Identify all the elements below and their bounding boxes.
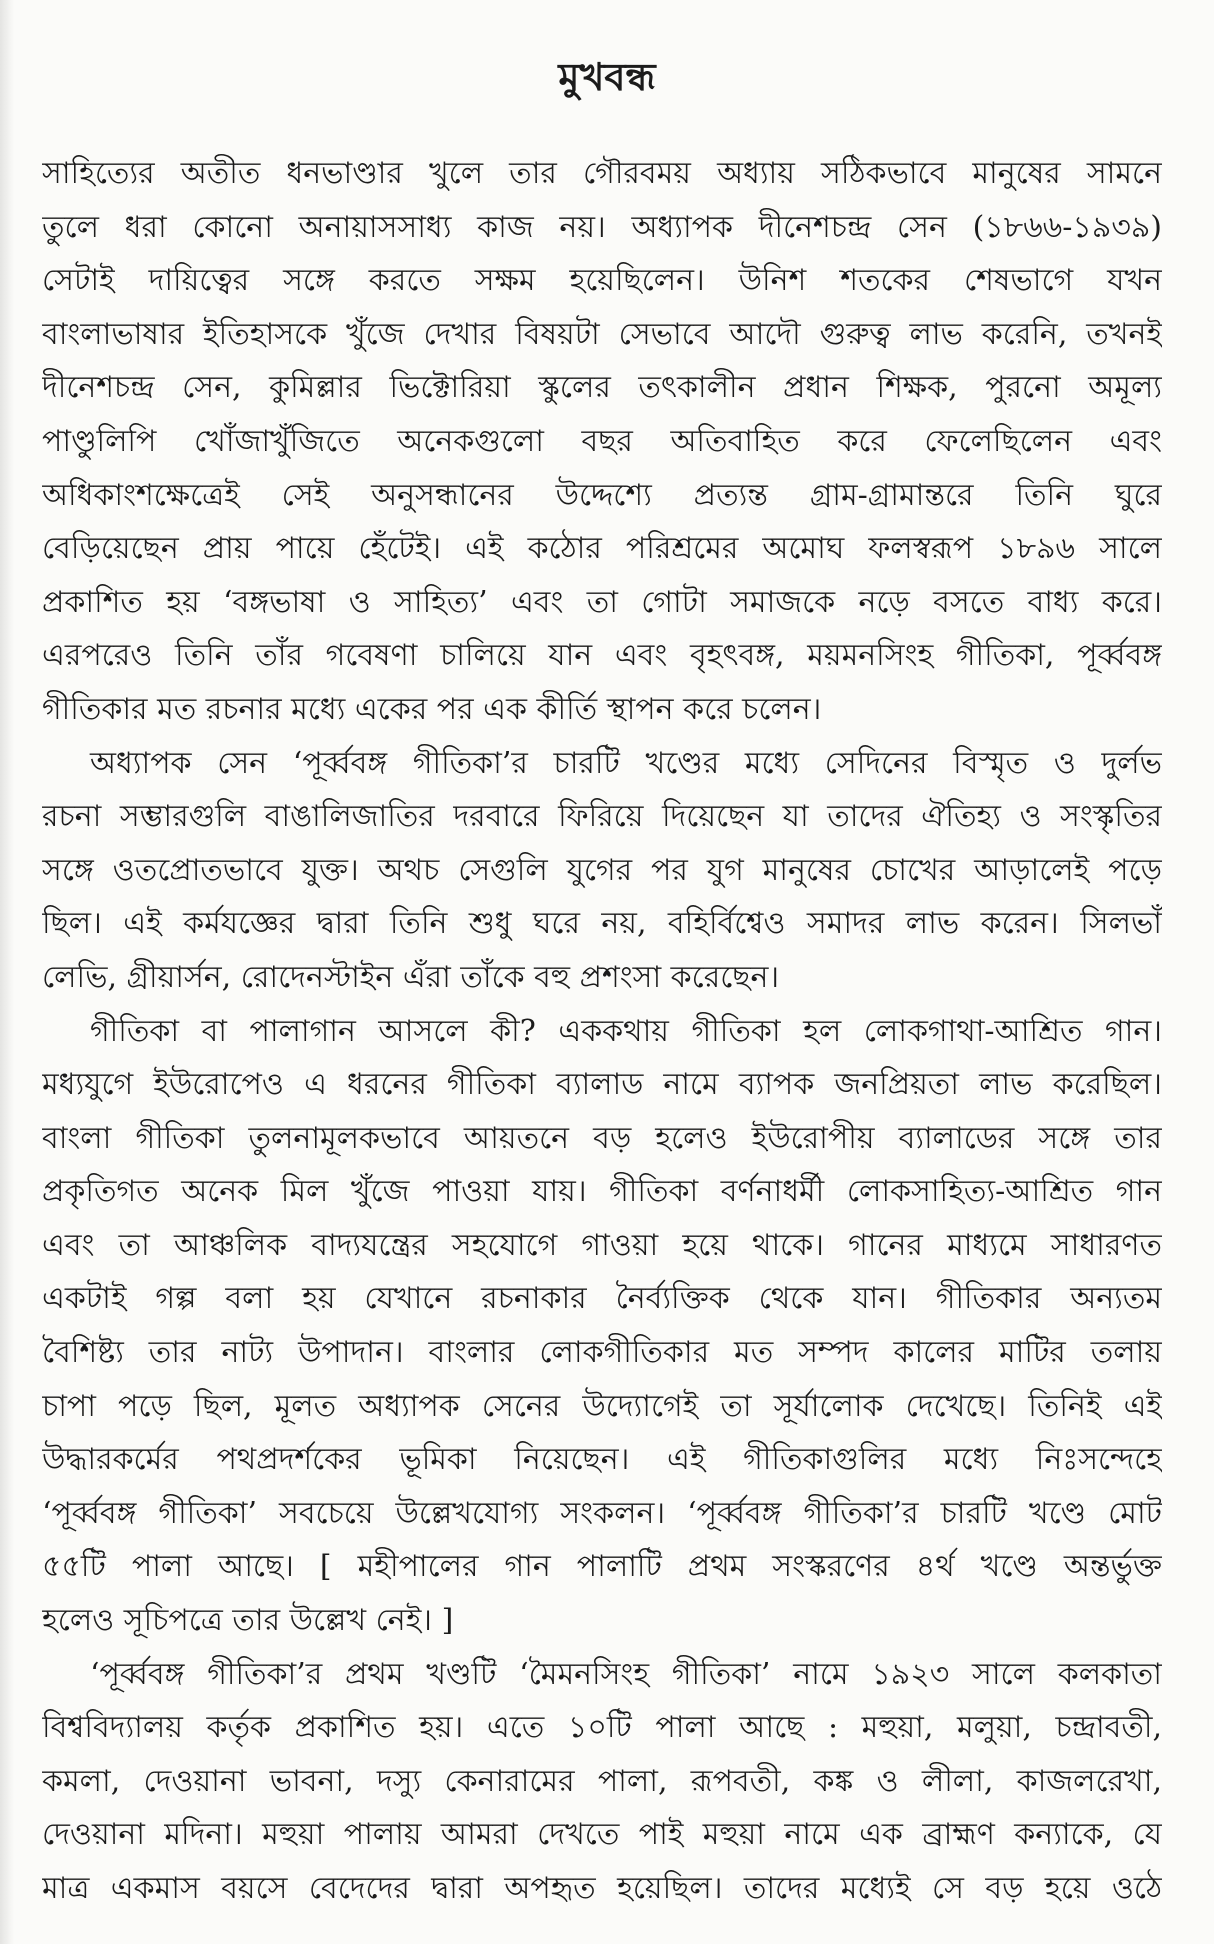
text-line: এরপরেও তিনি তাঁর গবেষণা চালিয়ে যান এবং বৃহৎবঙ্গ, ময়মনসিংহ গীতিকা, পূর্ব্ববঙ্গ (42, 638, 1162, 674)
text-line: মধ্যযুগে ইউরোপেও এ ধরনের গীতিকা ব্যালাড নামে ব্যাপক জনপ্রিয়তা লাভ করেছিল। (42, 1067, 1162, 1103)
text-line: ছিল। এই কর্মযজ্ঞের দ্বারা তিনি শুধু ঘরে নয়, বহির্বিশ্বেও সমাদর লাভ করেন। সিলভাঁ (42, 906, 1162, 942)
text-line: বেড়িয়েছেন প্রায় পায়ে হেঁটেই। এই কঠোর পরিশ্রমের অমোঘ ফলস্বরূপ ১৮৯৬ সালে (42, 531, 1162, 567)
text-line: এবং তা আঞ্চলিক বাদ্যযন্ত্রের সহযোগে গাওয়া হয়ে থাকে। গানের মাধ্যমে সাধারণত (42, 1227, 1162, 1263)
text-line: কমলা, দেওয়ানা ভাবনা, দস্যু কেনারামের পালা, রূপবতী, কঙ্ক ও লীলা, কাজলরেখা, (42, 1763, 1162, 1799)
text-line: বৈশিষ্ট্য তার নাট্য উপাদান। বাংলার লোকগীতিকার মত সম্পদ কালের মাটির তলায় (42, 1335, 1162, 1371)
text-line: লেভি, গ্রীয়ার্সন, রোদেনস্টাইন এঁরা তাঁকে বহু প্রশংসা করেছেন। (42, 959, 780, 995)
text-line: গীতিকার মত রচনার মধ্যে একের পর এক কীর্তি স্থাপন করে চলেন। (42, 691, 822, 727)
text-line: প্রকৃতিগত অনেক মিল খুঁজে পাওয়া যায়। গীতিকা বর্ণনাধর্মী লোকসাহিত্য-আশ্রিত গান (42, 1174, 1162, 1210)
text-line: বাংলা গীতিকা তুলনামূলকভাবে আয়তনে বড় হলেও ইউরোপীয় ব্যালাডের সঙ্গে তার (42, 1120, 1162, 1156)
text-line: দেওয়ানা মদিনা। মহুয়া পালায় আমরা দেখতে পাই মহুয়া নামে এক ব্রাহ্মণ কন্যাকে, যে (42, 1817, 1162, 1853)
text-line: গীতিকা বা পালাগান আসলে কী? এককথায় গীতিকা হল লোকগাথা-আশ্রিত গান। (90, 1013, 1162, 1049)
scan-edge-shadow (0, 0, 14, 1944)
text-line: ‘পূর্ব্ববঙ্গ গীতিকা’ সবচেয়ে উল্লেখযোগ্য সংকলন। ‘পূর্ব্ববঙ্গ গীতিকা’র চারটি খণ্ডে মোট (42, 1495, 1162, 1531)
text-line: সাহিত্যের অতীত ধনভাণ্ডার খুলে তার গৌরবময় অধ্যায় সঠিকভাবে মানুষের সামনে (42, 156, 1162, 191)
text-line: অধ্যাপক সেন ‘পূর্ব্ববঙ্গ গীতিকা’র চারটি খণ্ডের মধ্যে সেদিনের বিস্মৃত ও দুর্লভ (90, 745, 1162, 781)
text-line: পাণ্ডুলিপি খোঁজাখুঁজিতে অনেকগুলো বছর অতিবাহিত করে ফেলেছিলেন এবং (42, 423, 1162, 459)
text-line: সেটাই দায়িত্বের সঙ্গে করতে সক্ষম হয়েছিলেন। উনিশ শতকের শেষভাগে যখন (42, 263, 1162, 299)
body-text (42, 147, 1162, 1916)
text-line: সঙ্গে ওতপ্রোতভাবে যুক্ত। অথচ সেগুলি যুগের পর যুগ মানুষের চোখের আড়ালেই পড়ে (42, 852, 1162, 888)
text-line: ‘পূর্ব্ববঙ্গ গীতিকা’র প্রথম খণ্ডটি ‘মৈমনসিংহ গীতিকা’ নামে ১৯২৩ সালে কলকাতা (90, 1656, 1162, 1692)
text-line: বাংলাভাষার ইতিহাসকে খুঁজে দেখার বিষয়টা সেভাবে আদৌ গুরুত্ব লাভ করেনি, তখনই (42, 316, 1162, 352)
text-line: রচনা সম্ভারগুলি বাঙালিজাতির দরবারে ফিরিয়ে দিয়েছেন যা তাদের ঐতিহ্য ও সংস্কৃতির (42, 799, 1162, 835)
page-title: মুখবন্ধ (558, 54, 656, 99)
text-line: দীনেশচন্দ্র সেন, কুমিল্লার ভিক্টোরিয়া স্কুলের তৎকালীন প্রধান শিক্ষক, পুরনো অমূল্য (42, 370, 1162, 406)
text-line: তুলে ধরা কোনো অনায়াসসাধ্য কাজ নয়। অধ্যাপক দীনেশচন্দ্র সেন (১৮৬৬-১৯৩৯) (42, 209, 1162, 245)
text-line: ৫৫টি পালা আছে। [ মহীপালের গান পালাটি প্রথম সংস্করণের ৪র্থ খণ্ডে অন্তর্ভুক্ত (42, 1549, 1162, 1585)
text-line: চাপা পড়ে ছিল, মূলত অধ্যাপক সেনের উদ্যোগেই তা সূর্যালোক দেখেছে। তিনিই এই (42, 1388, 1162, 1424)
text-line: প্রকাশিত হয় ‘বঙ্গভাষা ও সাহিত্য’ এবং তা গোটা সমাজকে নড়ে বসতে বাধ্য করে। (42, 584, 1162, 620)
text-line: উদ্ধারকর্মের পথপ্রদর্শকের ভূমিকা নিয়েছেন। এই গীতিকাগুলির মধ্যে নিঃসন্দেহে (42, 1442, 1162, 1478)
text-line: হলেও সূচিপত্রে তার উল্লেখ নেই। ] (42, 1603, 454, 1639)
text-line: মাত্র একমাস বয়সে বেদেদের দ্বারা অপহৃত হয়েছিল। তাদের মধ্যেই সে বড় হয়ে ওঠে (42, 1871, 1162, 1906)
text-line: একটাই গল্প বলা হয় যেখানে রচনাকার নৈর্ব্যক্তিক থেকে যান। গীতিকার অন্যতম (42, 1281, 1162, 1317)
text-line: অধিকাংশক্ষেত্রেই সেই অনুসন্ধানের উদ্দেশ্যে প্রত্যন্ত গ্রাম-গ্রামান্তরে তিনি ঘুরে (42, 477, 1162, 513)
text-line: বিশ্ববিদ্যালয় কর্তৃক প্রকাশিত হয়। এতে ১০টি পালা আছে : মহুয়া, মলুয়া, চন্দ্রাবতী, (42, 1710, 1162, 1746)
